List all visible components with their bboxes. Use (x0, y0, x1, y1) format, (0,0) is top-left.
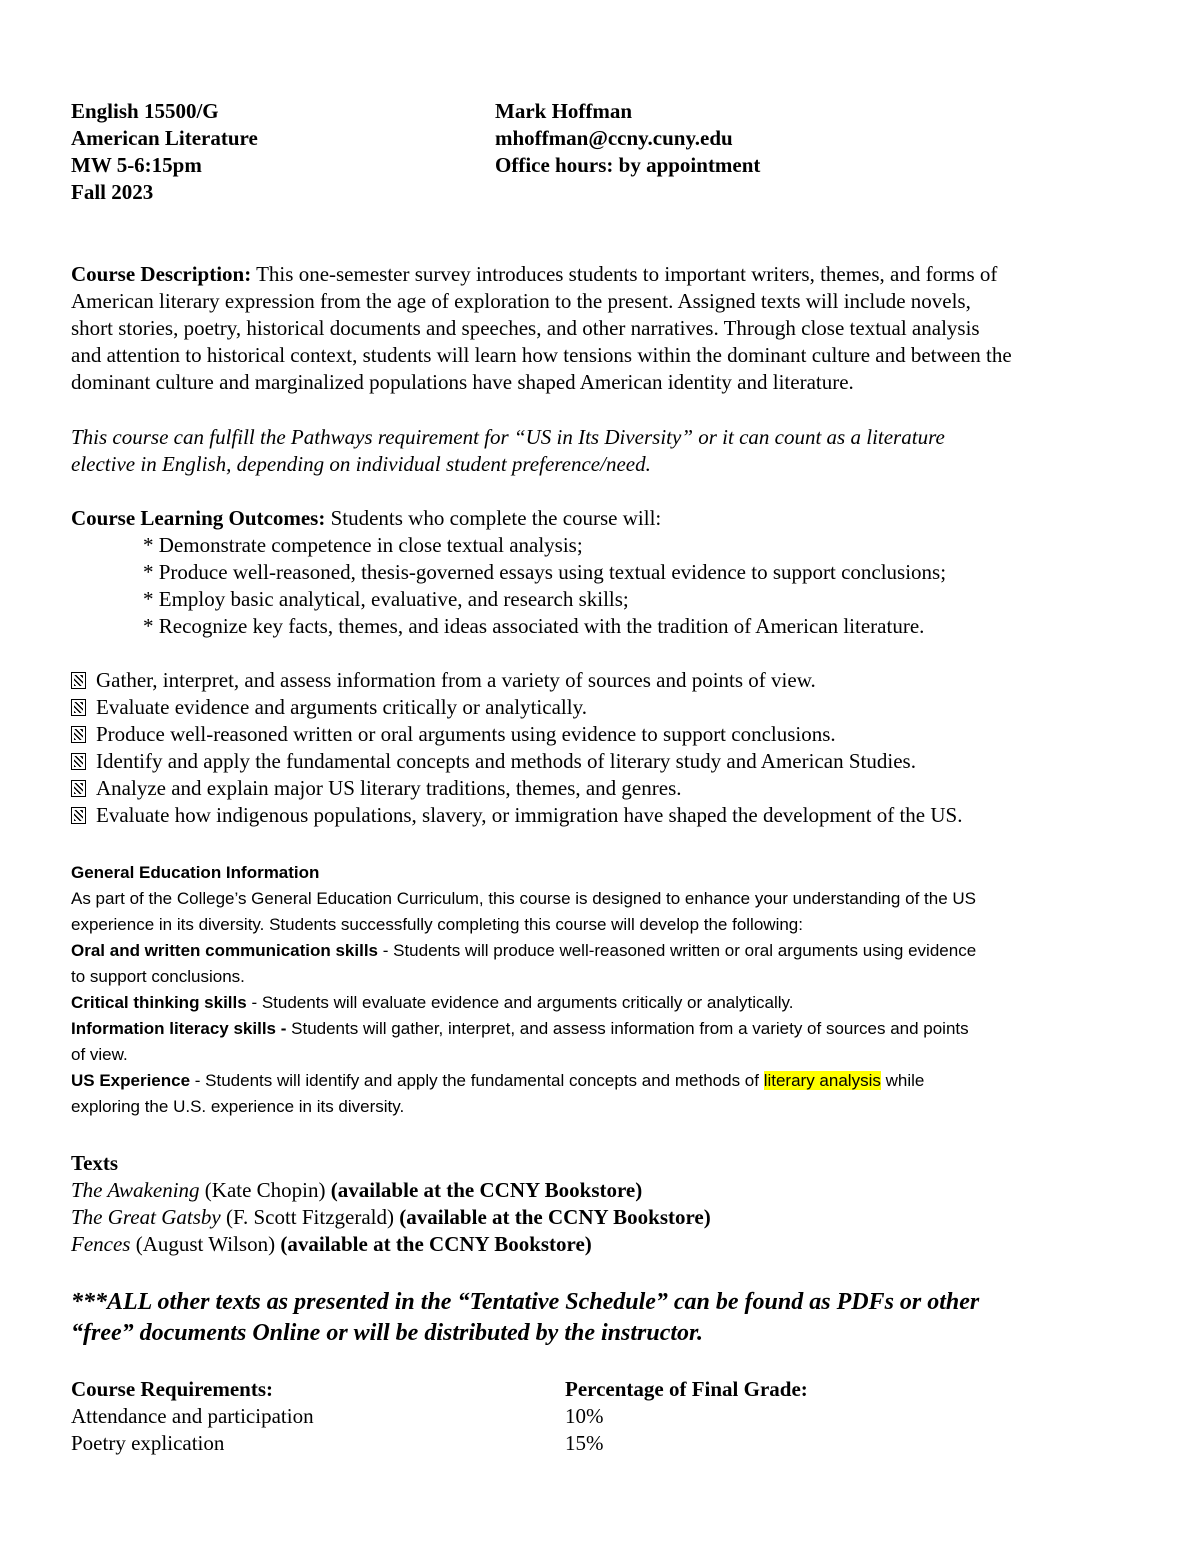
notice-line: “free” documents Online or will be distributed by the instructor. (71, 1320, 704, 1346)
checklist-item-text: Evaluate evidence and arguments critically or analytically. (96, 695, 587, 719)
pathways-checklist (71, 667, 1131, 829)
percentage-column (565, 1376, 808, 1457)
learning-outcomes-label: Course Learning Outcomes: (71, 506, 326, 530)
book-title: Fences (71, 1232, 131, 1256)
checkbox-icon (71, 753, 86, 770)
course-description-line: and attention to historical context, students will learn how tensions within the dominant culture and between the (71, 343, 1012, 367)
checkbox-icon (71, 672, 86, 689)
general-education-intro: As part of the College’s General Education Curriculum, this course is designed to enhance your understanding of the US (71, 889, 976, 908)
course-schedule: MW 5-6:15pm (71, 153, 202, 177)
critical-skills-label: Critical thinking skills (71, 993, 247, 1012)
checkbox-icon (71, 726, 86, 743)
requirement-percentage: 15% (565, 1431, 604, 1455)
critical-skills-text: - Students will evaluate evidence and arguments critically or analytically. (246, 993, 794, 1012)
us-experience-text: - Students will identify and apply the fundamental concepts and methods of (190, 1071, 764, 1090)
us-experience-text: while (880, 1071, 925, 1090)
learning-outcomes-intro: Students who complete the course will: (325, 506, 662, 530)
course-description-line: American literary expression from the age of exploration to the present. Assigned texts will include novels, (71, 289, 971, 313)
texts-title: Texts (71, 1151, 119, 1175)
course-description-label: Course Description: (71, 262, 252, 286)
pathways-note-line: This course can fulfill the Pathways requirement for “US in Its Diversity” or it can count as a literature (71, 425, 945, 449)
checklist-item-text: Analyze and explain major US literary traditions, themes, and genres. (96, 776, 682, 800)
pathways-note-line: elective in English, depending on individual student preference/need. (71, 452, 651, 476)
course-number: English 15500/G (71, 99, 219, 123)
us-experience-label: US Experience (71, 1071, 191, 1090)
book-availability: (available at the CCNY Bookstore) (399, 1205, 711, 1229)
office-hours: Office hours: by appointment (495, 153, 761, 177)
book-entry (71, 1177, 1131, 1204)
checklist-item-text: Identify and apply the fundamental concepts and methods of literary study and American Studies. (96, 749, 916, 773)
percentage-header: Percentage of Final Grade: (565, 1377, 808, 1401)
pathways-note (71, 424, 1131, 478)
checklist-item (71, 802, 1131, 829)
course-description-line: dominant culture and marginalized populations have shaped American identity and literature. (71, 370, 854, 394)
notice-line: ***ALL other texts as presented in the “Tentative Schedule” can be found as PDFs or other (71, 1289, 980, 1315)
other-texts-notice (71, 1287, 979, 1349)
book-entry (71, 1204, 1131, 1231)
checkbox-icon (71, 780, 86, 797)
us-experience-text: exploring the U.S. experience in its diversity. (71, 1097, 405, 1116)
highlighted-text: literary analysis (763, 1071, 881, 1090)
checkbox-icon (71, 807, 86, 824)
course-info-block (71, 98, 258, 206)
book-author: (Kate Chopin) (199, 1178, 331, 1202)
info-literacy-text: Students will gather, interpret, and assess information from a variety of sources and points (286, 1019, 969, 1038)
book-title: The Great Gatsby (71, 1205, 221, 1229)
book-author: (F. Scott Fitzgerald) (220, 1205, 400, 1229)
oral-skills-label: Oral and written communication skills (71, 941, 379, 960)
outcome-item: * Recognize key facts, themes, and ideas associated with the tradition of American literature. (143, 614, 925, 638)
info-literacy-label: Information literacy skills - (71, 1019, 287, 1038)
instructor-name: Mark Hoffman (495, 99, 633, 123)
checklist-item-text: Evaluate how indigenous populations, slavery, or immigration have shaped the development of the US. (96, 803, 963, 827)
book-title: The Awakening (71, 1178, 200, 1202)
course-description-line: short stories, poetry, historical documents and speeches, and other narratives. Through close textual analysis (71, 316, 980, 340)
book-author: (August Wilson) (130, 1232, 281, 1256)
book-entry (71, 1231, 1131, 1258)
checklist-item (71, 721, 1131, 748)
learning-outcomes (71, 505, 1131, 640)
book-availability: (available at the CCNY Bookstore) (330, 1178, 643, 1202)
texts-section (71, 1150, 1131, 1258)
checklist-item-text: Gather, interpret, and assess information from a variety of sources and points of view. (96, 668, 816, 692)
checklist-item (71, 667, 1131, 694)
checkbox-icon (71, 699, 86, 716)
general-education-section (71, 860, 1131, 1120)
outcome-item: * Employ basic analytical, evaluative, and research skills; (143, 587, 629, 611)
oral-skills-text: - Students will produce well-reasoned written or oral arguments using evidence (378, 941, 977, 960)
oral-skills-text: to support conclusions. (71, 967, 245, 986)
course-term: Fall 2023 (71, 180, 154, 204)
course-description (71, 261, 1131, 396)
checklist-item (71, 775, 1131, 802)
course-description-line: This one-semester survey introduces students to important writers, themes, and forms of (251, 262, 998, 286)
requirement-percentage: 10% (565, 1404, 604, 1428)
requirement-item: Poetry explication (71, 1431, 225, 1455)
general-education-title: General Education Information (71, 863, 320, 882)
requirement-item: Attendance and participation (71, 1404, 314, 1428)
outcome-item: * Demonstrate competence in close textual analysis; (143, 533, 583, 557)
requirements-header: Course Requirements: (71, 1377, 274, 1401)
checklist-item-text: Produce well-reasoned written or oral arguments using evidence to support conclusions. (96, 722, 836, 746)
book-availability: (available at the CCNY Bookstore) (280, 1232, 592, 1256)
instructor-info-block (495, 98, 760, 179)
info-literacy-text: of view. (71, 1045, 128, 1064)
general-education-intro: experience in its diversity. Students successfully completing this course will develop the following: (71, 915, 803, 934)
course-title: American Literature (71, 126, 258, 150)
checklist-item (71, 748, 1131, 775)
checklist-item (71, 694, 1131, 721)
requirements-column (71, 1376, 314, 1457)
outcome-item: * Produce well-reasoned, thesis-governed essays using textual evidence to support conclusions; (143, 560, 947, 584)
instructor-email[interactable]: mhoffman@ccny.cuny.edu (495, 126, 733, 150)
